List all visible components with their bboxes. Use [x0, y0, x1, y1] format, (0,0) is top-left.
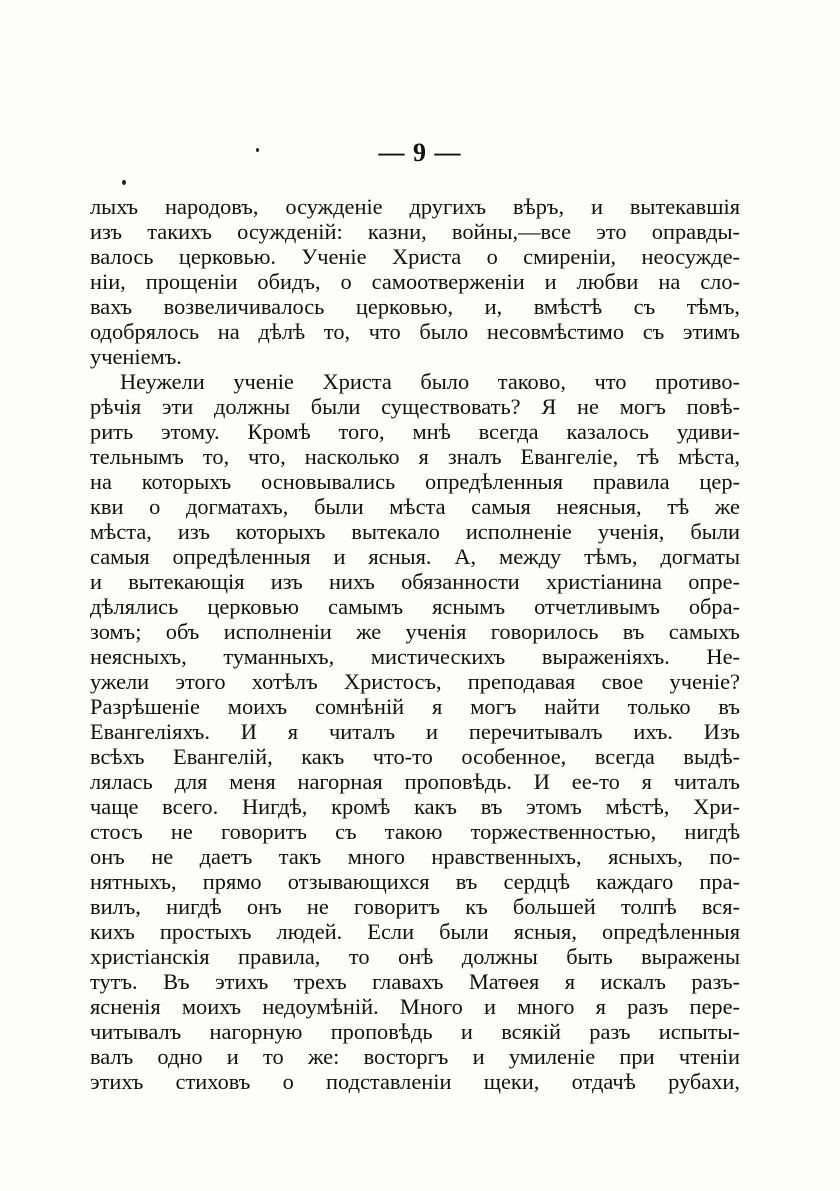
text-line: рить этому. Кромѣ того, мнѣ всегда казалось удиви-: [90, 419, 740, 444]
text-line: зомъ; объ исполненіи же ученія говорилось въ самыхъ: [90, 619, 740, 644]
text-line: онъ не даетъ такъ много нравственныхъ, ясныхъ, по-: [90, 844, 740, 869]
text-line: стосъ не говоритъ съ такою торжественностью, нигдѣ: [90, 819, 740, 844]
text-line: валъ одно и то же: восторгъ и умиленіе при чтеніи: [90, 1044, 740, 1069]
text-line: ужели этого хотѣлъ Христосъ, преподавая свое ученіе?: [90, 669, 740, 694]
text-line: Евангеліяхъ. И я читалъ и перечитывалъ ихъ. Изъ: [90, 719, 740, 744]
text-line: кихъ простыхъ людей. Если были ясныя, опредѣленныя: [90, 919, 740, 944]
text-line: ясненія моихъ недоумѣній. Много и много я разъ пере-: [90, 994, 740, 1019]
text-line: христіанскія правила, то онѣ должны быть выражены: [90, 944, 740, 969]
text-line: Разрѣшеніе моихъ сомнѣній я могъ найти только въ: [90, 694, 740, 719]
text-line: всѣхъ Евангелій, какъ что-то особенное, всегда выдѣ-: [90, 744, 740, 769]
text-line: валось церковью. Ученіе Христа о смиреніи, неосужде-: [90, 244, 740, 269]
text-line: ніи, прощеніи обидъ, о самоотверженіи и любви на сло-: [90, 269, 740, 294]
text-line: вахъ возвеличивалось церковью, и, вмѣстѣ съ тѣмъ,: [90, 294, 740, 319]
text-line: одобрялось на дѣлѣ то, что было несовмѣстимо съ этимъ: [90, 319, 740, 344]
text-line: тельнымъ то, что, насколько я зналъ Евангеліе, тѣ мѣста,: [90, 444, 740, 469]
text-line: мѣста, изъ которыхъ вытекало исполненіе ученія, были: [90, 519, 740, 544]
text-line: самыя опредѣленныя и ясныя. А, между тѣмъ, догматы: [90, 544, 740, 569]
text-line: тутъ. Въ этихъ трехъ главахъ Матѳея я искалъ разъ-: [90, 969, 740, 994]
print-speck: [122, 180, 126, 185]
page-number: — 9 —: [378, 138, 462, 167]
text-line: вилъ, нигдѣ онъ не говоритъ къ большей толпѣ вся-: [90, 894, 740, 919]
text-line: изъ такихъ осужденій: казни, войны,—все это оправды-: [90, 219, 740, 244]
text-line: неясныхъ, туманныхъ, мистическихъ выраженіяхъ. Не-: [90, 644, 740, 669]
text-line: чаще всего. Нигдѣ, кромѣ какъ въ этомъ мѣстѣ, Хри-: [90, 794, 740, 819]
text-line: на которыхъ основывались опредѣленныя правила цер-: [90, 469, 740, 494]
body-text: [90, 194, 740, 1094]
text-line: рѣчія эти должны были существовать? Я не могъ повѣ-: [90, 394, 740, 419]
text-line: нятныхъ, прямо отзывающихся въ сердцѣ каждаго пра-: [90, 869, 740, 894]
text-line: этихъ стиховъ о подставленіи щеки, отдачѣ рубахи,: [90, 1069, 740, 1094]
text-line: лялась для меня нагорная проповѣдь. И ее-то я читалъ: [90, 769, 740, 794]
text-line: и вытекающія изъ нихъ обязанности христіанина опре-: [90, 569, 740, 594]
paragraph-start-line: Неужели ученіе Христа было таково, что противо-: [120, 369, 740, 394]
text-line: читывалъ нагорную проповѣдь и всякій разъ испыты-: [90, 1019, 740, 1044]
text-line: лыхъ народовъ, осужденіе другихъ вѣръ, и вытекавшія: [90, 194, 740, 219]
text-line: ученіемъ.: [90, 344, 182, 369]
text-line: дѣлялись церковью самымъ яснымъ отчетливымъ обра-: [90, 594, 740, 619]
text-line: кви о догматахъ, были мѣста самыя неясныя, тѣ же: [90, 494, 740, 519]
